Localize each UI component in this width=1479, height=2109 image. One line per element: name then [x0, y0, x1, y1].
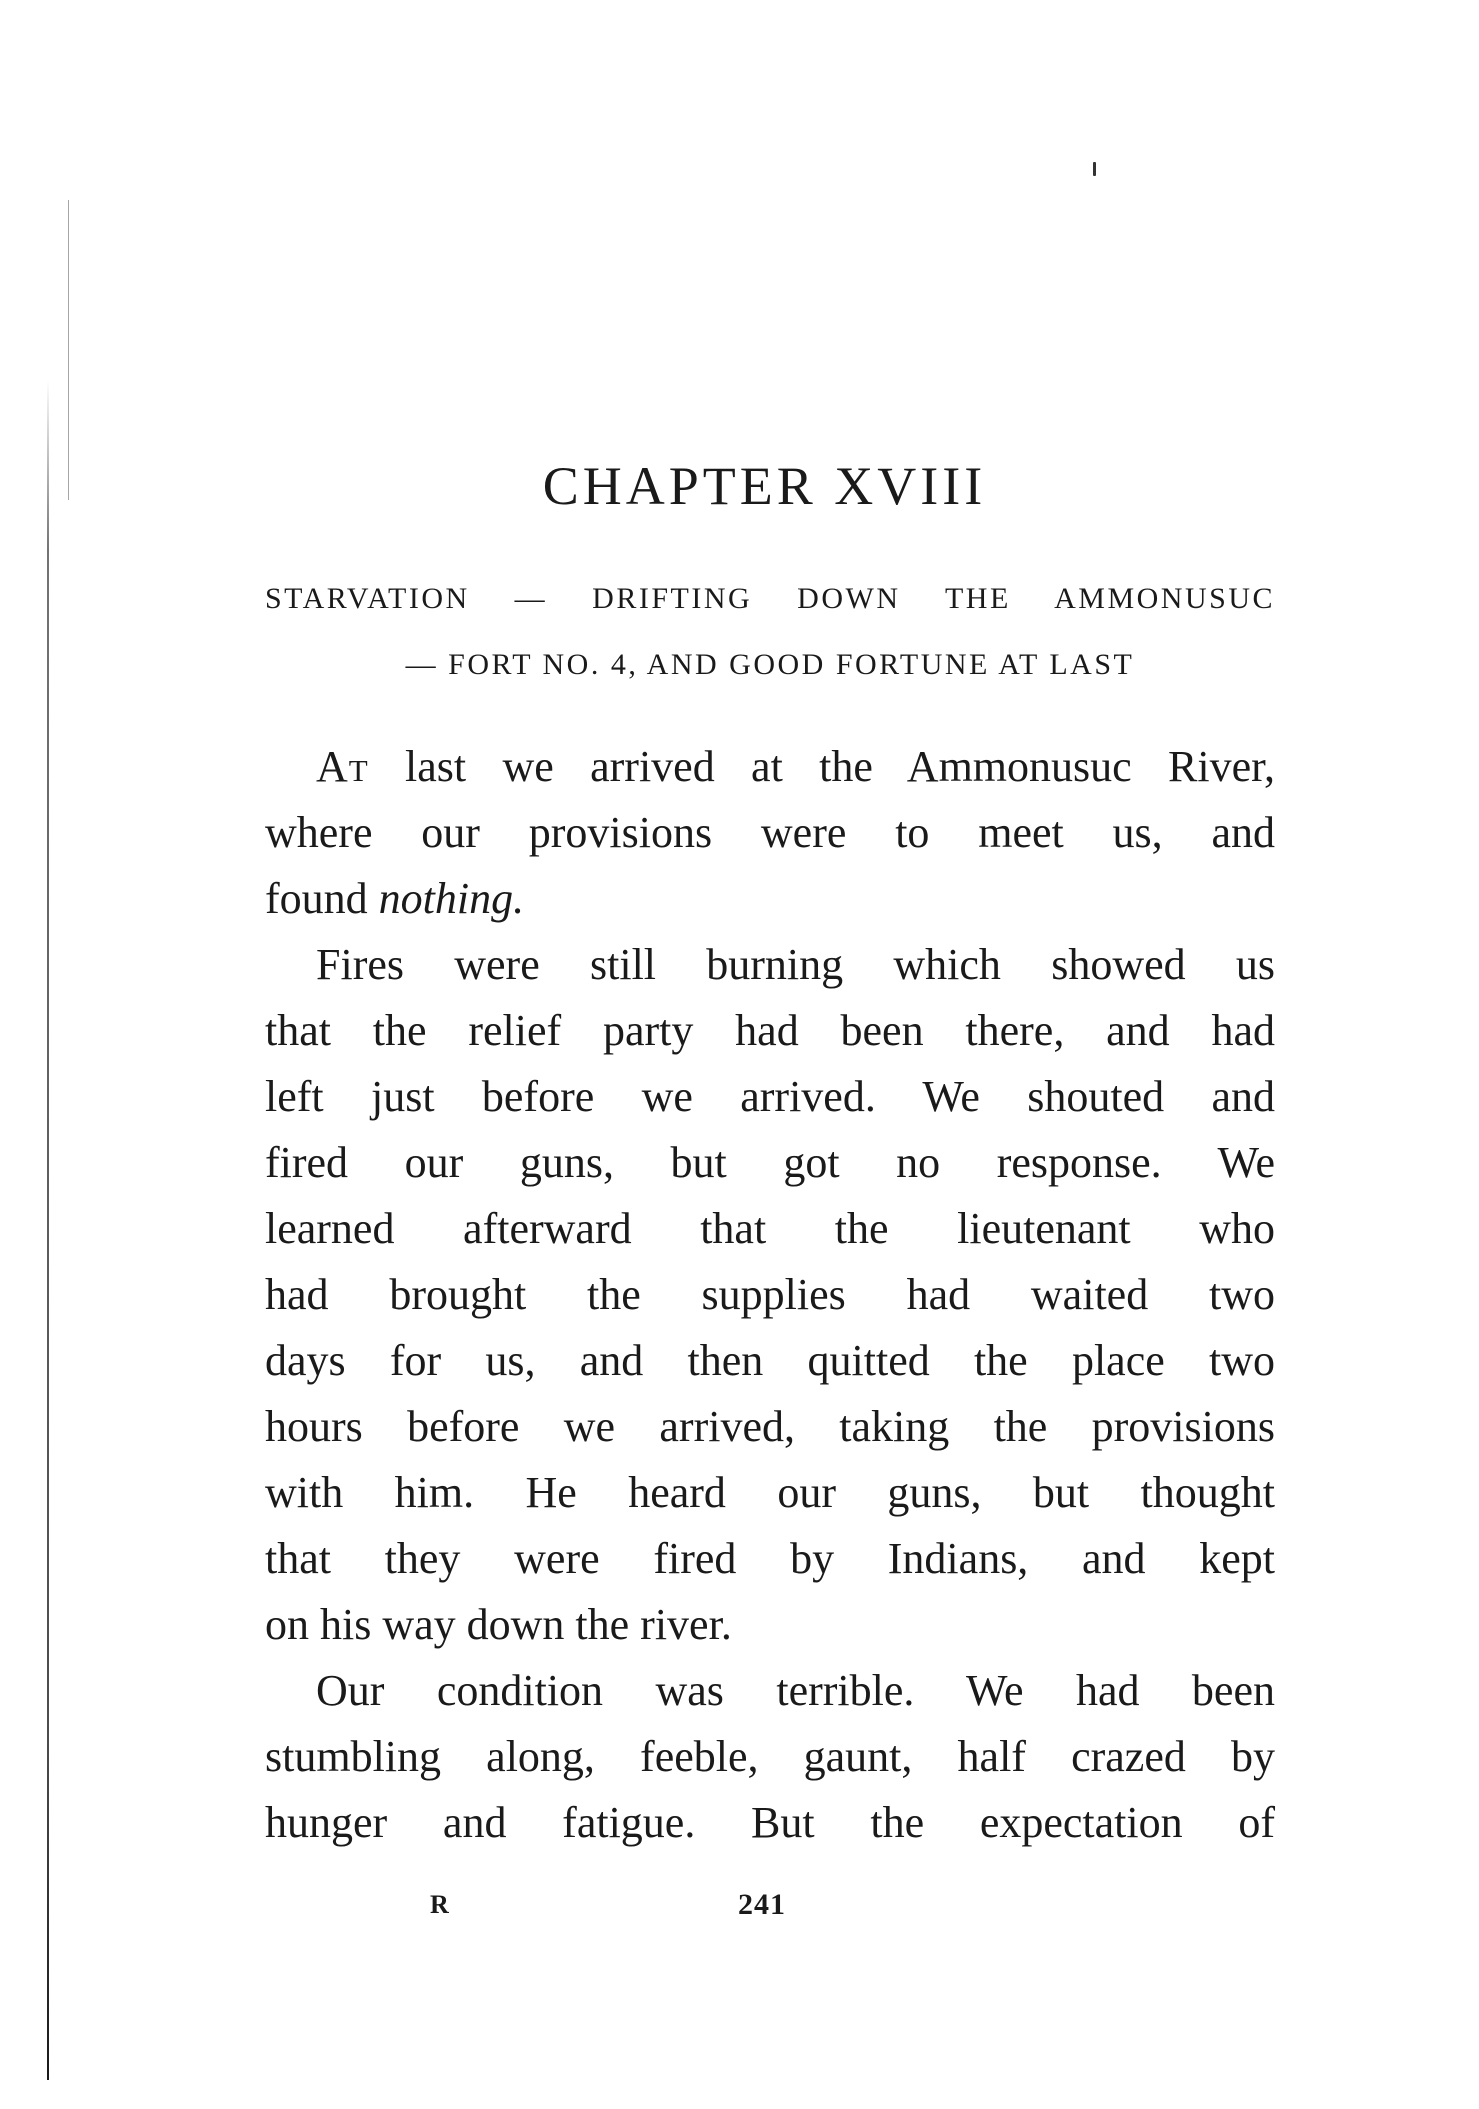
signature-mark: R [430, 1890, 449, 1919]
paragraph-2-line-5: learned afterward that the lieutenant who [265, 1204, 1275, 1253]
scan-speck [1093, 162, 1096, 176]
paragraph-2-line-10: that they were fired by Indians, and kept [265, 1534, 1275, 1583]
paragraph-2-line-2: that the relief party had been there, and had [265, 1006, 1275, 1055]
paragraph-1-line-1 [265, 742, 1275, 791]
binding-edge-shadow [47, 380, 49, 2080]
paragraph-2-line-11: on his way down the river. [265, 1600, 732, 1649]
paragraph-1-line-3 [265, 874, 1275, 923]
paragraph-2-line-3: left just before we arrived. We shouted and [265, 1072, 1275, 1121]
paragraph-3-line-2: stumbling along, feeble, gaunt, half crazed by [265, 1732, 1275, 1781]
paragraph-3-line-3: hunger and fatigue. But the expectation of [265, 1798, 1275, 1847]
paragraph-2-line-4: fired our guns, but got no response. We [265, 1138, 1275, 1187]
chapter-title: CHAPTER XVIII [542, 456, 987, 516]
paragraph-2-line-8: hours before we arrived, taking the provisions [265, 1402, 1275, 1451]
paragraph-1-line-1-text: last we arrived at the Ammonusuc River, [368, 742, 1275, 791]
paragraph-2-line-9: with him. He heard our guns, but thought [265, 1468, 1275, 1517]
paragraph-3-line-1: Our condition was terrible. We had been [316, 1666, 1275, 1715]
paragraph-2-line-1: Fires were still burning which showed us [316, 940, 1275, 989]
paragraph-2-line-7: days for us, and then quitted the place two [265, 1336, 1275, 1385]
chapter-subtitle-line-2: — FORT NO. 4, AND GOOD FORTUNE AT LAST [405, 648, 1135, 681]
page-number: 241 [738, 1888, 786, 1921]
paragraph-2-line-6: had brought the supplies had waited two [265, 1270, 1275, 1319]
paragraph-1-line-2: where our provisions were to meet us, and [265, 808, 1275, 857]
drop-cap-word: At [316, 742, 369, 791]
paragraph-1-line-3-text: found [265, 874, 379, 923]
emphasized-word: nothing. [378, 874, 525, 923]
chapter-subtitle-line-1: STARVATION — DRIFTING DOWN THE AMMONUSUC [265, 582, 1275, 615]
